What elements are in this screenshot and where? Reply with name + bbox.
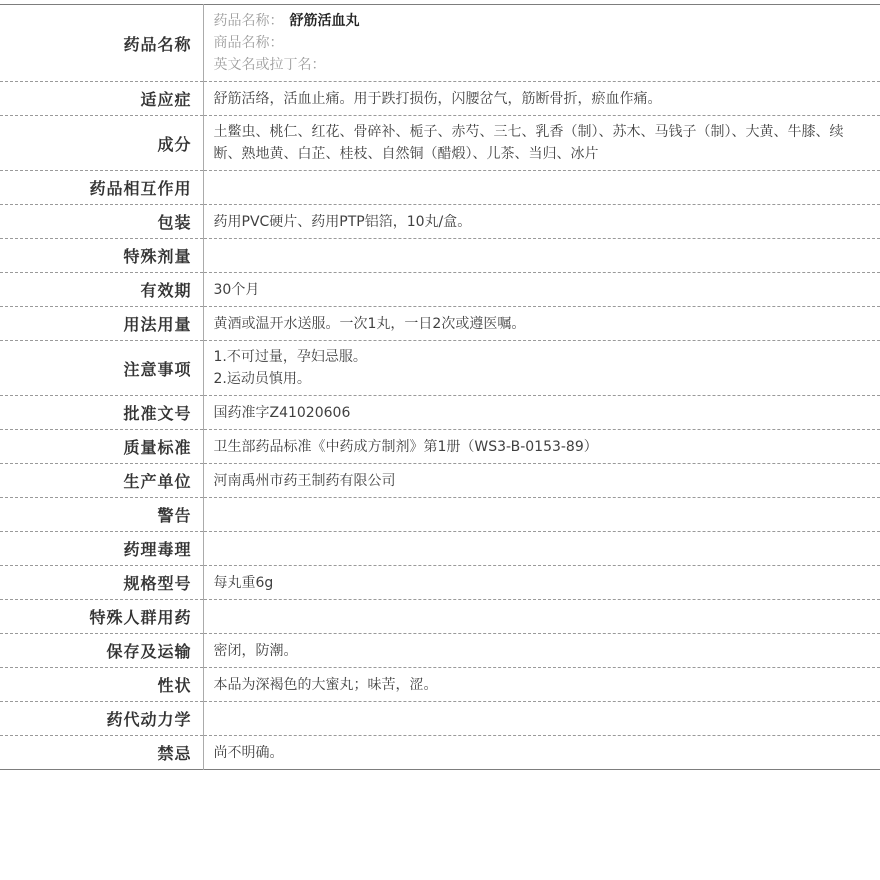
table-row-drug-name (0, 5, 880, 82)
row-content-precautions (203, 341, 880, 396)
row-label-ingredients: 成分 (0, 116, 203, 171)
row-content-description: 本品为深褐色的大蜜丸；味苦，涩。 (203, 668, 880, 702)
drug-info-table (0, 4, 880, 770)
table-row-description (0, 668, 880, 702)
table-row-indications (0, 82, 880, 116)
row-label-indications: 适应症 (0, 82, 203, 116)
row-label-special-populations: 特殊人群用药 (0, 600, 203, 634)
row-label-shelf-life: 有效期 (0, 273, 203, 307)
table-row-pharmacology-toxicology (0, 532, 880, 566)
row-content-usage-dosage: 黄酒或温开水送服。一次1丸，一日2次或遵医嘱。 (203, 307, 880, 341)
table-row-precautions (0, 341, 880, 396)
name-line (214, 32, 871, 54)
row-content-manufacturer: 河南禹州市药王制药有限公司 (203, 464, 880, 498)
row-content-packaging: 药用PVC硬片、药用PTP铝箔，10丸/盒。 (203, 205, 880, 239)
row-label-specification: 规格型号 (0, 566, 203, 600)
row-label-quality-standard: 质量标准 (0, 430, 203, 464)
row-content-drug-interactions (203, 171, 880, 205)
name-line-label: 英文名或拉丁名： (213, 57, 326, 73)
name-line (214, 10, 871, 32)
table-row-quality-standard (0, 430, 880, 464)
table-row-warning (0, 498, 880, 532)
row-content-pharmacokinetics (203, 702, 880, 736)
row-content-drug-name (203, 5, 880, 82)
row-content-warning (203, 498, 880, 532)
table-row-approval-number (0, 396, 880, 430)
row-label-contraindications: 禁忌 (0, 736, 203, 770)
row-label-storage-transport: 保存及运输 (0, 634, 203, 668)
table-row-packaging (0, 205, 880, 239)
name-line-label: 药品名称： (213, 13, 284, 29)
row-label-manufacturer: 生产单位 (0, 464, 203, 498)
row-label-warning: 警告 (0, 498, 203, 532)
table-row-usage-dosage (0, 307, 880, 341)
row-label-precautions: 注意事项 (0, 341, 203, 396)
row-label-special-dosage: 特殊剂量 (0, 239, 203, 273)
row-label-usage-dosage: 用法用量 (0, 307, 203, 341)
row-content-specification: 每丸重6g (203, 566, 880, 600)
row-content-shelf-life: 30个月 (203, 273, 880, 307)
table-row-special-populations (0, 600, 880, 634)
row-label-pharmacokinetics: 药代动力学 (0, 702, 203, 736)
row-content-special-populations (203, 600, 880, 634)
table-row-specification (0, 566, 880, 600)
row-content-contraindications: 尚不明确。 (203, 736, 880, 770)
table-row-storage-transport (0, 634, 880, 668)
table-row-special-dosage (0, 239, 880, 273)
name-line (214, 54, 871, 76)
name-line-label: 商品名称： (213, 35, 284, 51)
table-row-contraindications (0, 736, 880, 770)
table-row-drug-interactions (0, 171, 880, 205)
table-row-manufacturer (0, 464, 880, 498)
content-line: 1.不可过量，孕妇忌服。 (213, 349, 367, 365)
row-label-approval-number: 批准文号 (0, 396, 203, 430)
row-content-storage-transport: 密闭，防潮。 (203, 634, 880, 668)
row-content-indications: 舒筋活络，活血止痛。用于跌打损伤，闪腰岔气，筋断骨折，瘀血作痛。 (203, 82, 880, 116)
table-row-shelf-life (0, 273, 880, 307)
row-content-approval-number: 国药准字Z41020606 (203, 396, 880, 430)
name-line-value: 舒筋活血丸 (289, 13, 360, 29)
content-line: 2.运动员慎用。 (213, 371, 311, 387)
row-label-drug-name: 药品名称 (0, 5, 203, 82)
row-content-quality-standard: 卫生部药品标准《中药成方制剂》第1册（WS3-B-0153-89） (203, 430, 880, 464)
row-content-pharmacology-toxicology (203, 532, 880, 566)
row-content-ingredients: 土鳖虫、桃仁、红花、骨碎补、栀子、赤芍、三七、乳香（制）、苏木、马钱子（制）、大黄、牛膝、续断、熟地黄、白芷、桂枝、自然铜（醋煅）、儿茶、当归、冰片 (203, 116, 880, 171)
row-label-pharmacology-toxicology: 药理毒理 (0, 532, 203, 566)
row-label-drug-interactions: 药品相互作用 (0, 171, 203, 205)
table-row-pharmacokinetics (0, 702, 880, 736)
row-content-special-dosage (203, 239, 880, 273)
row-label-description: 性状 (0, 668, 203, 702)
table-row-ingredients (0, 116, 880, 171)
row-label-packaging: 包装 (0, 205, 203, 239)
